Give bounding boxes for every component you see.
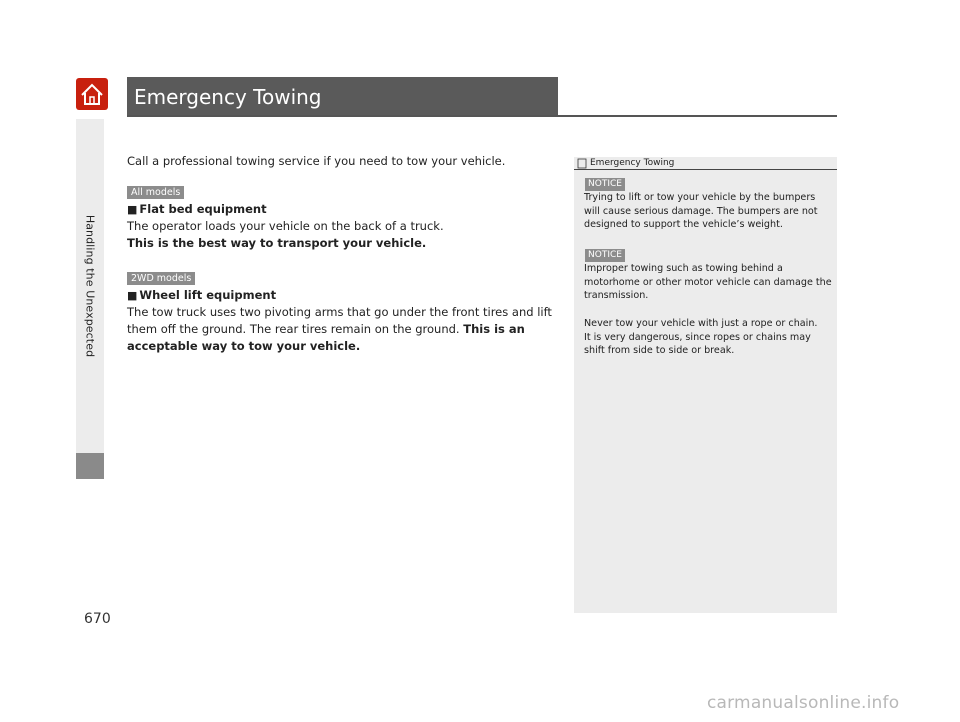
side-rail-marker	[76, 453, 104, 479]
section-body: The operator loads your vehicle on the back of a truck.	[127, 219, 444, 233]
reference-icon	[577, 158, 589, 170]
note-title: Emergency Towing	[590, 158, 675, 168]
warning-line: It is very dangerous, since ropes or chains may shift from side to side or break.	[584, 331, 811, 356]
section-heading-text: Wheel lift equipment	[139, 288, 277, 302]
watermark: carmanualsonline.info	[707, 693, 900, 713]
section-heading	[127, 287, 567, 304]
warning-line: Never tow your vehicle with just a rope or chain.	[584, 318, 818, 329]
notice-badge: NOTICE	[585, 178, 625, 191]
page-number: 670	[84, 611, 111, 627]
intro-text: Call a professional towing service if you need to tow your vehicle.	[127, 154, 506, 168]
sidebar-note	[574, 157, 837, 613]
section-wheel-lift	[127, 269, 567, 355]
section-emphasis: This is an acceptable way to tow your vehicle.	[127, 322, 525, 353]
home-icon	[76, 78, 108, 110]
section-body-paragraph	[127, 304, 567, 355]
page-title: Emergency Towing	[134, 85, 322, 109]
note-header	[574, 157, 837, 170]
title-rule	[127, 115, 837, 117]
square-bullet-icon: ■	[127, 289, 138, 302]
model-tag: All models	[127, 186, 184, 199]
section-emphasis: This is the best way to transport your vehicle.	[127, 236, 427, 250]
section-heading-text: Flat bed equipment	[139, 202, 267, 216]
chapter-label: Handling the Unexpected	[83, 214, 97, 358]
section-heading	[127, 201, 567, 218]
main-content	[127, 153, 567, 355]
notice-badge: NOTICE	[585, 249, 625, 262]
notice-text: Trying to lift or tow your vehicle by the bumpers will cause serious damage. The bumpers are not designed to support the vehicle’s weight.	[584, 192, 818, 230]
section-body: The tow truck uses two pivoting arms that go under the front tires and lift them off the ground. The rear tires remain on the ground.	[127, 305, 552, 336]
model-tag: 2WD models	[127, 272, 195, 285]
title-bar	[127, 77, 558, 115]
notice-text: Improper towing such as towing behind a motorhome or other motor vehicle can damage the transmission.	[584, 263, 832, 301]
square-bullet-icon: ■	[127, 203, 138, 216]
warning-text	[584, 317, 832, 358]
home-button[interactable]	[76, 78, 108, 110]
section-flat-bed	[127, 183, 567, 252]
